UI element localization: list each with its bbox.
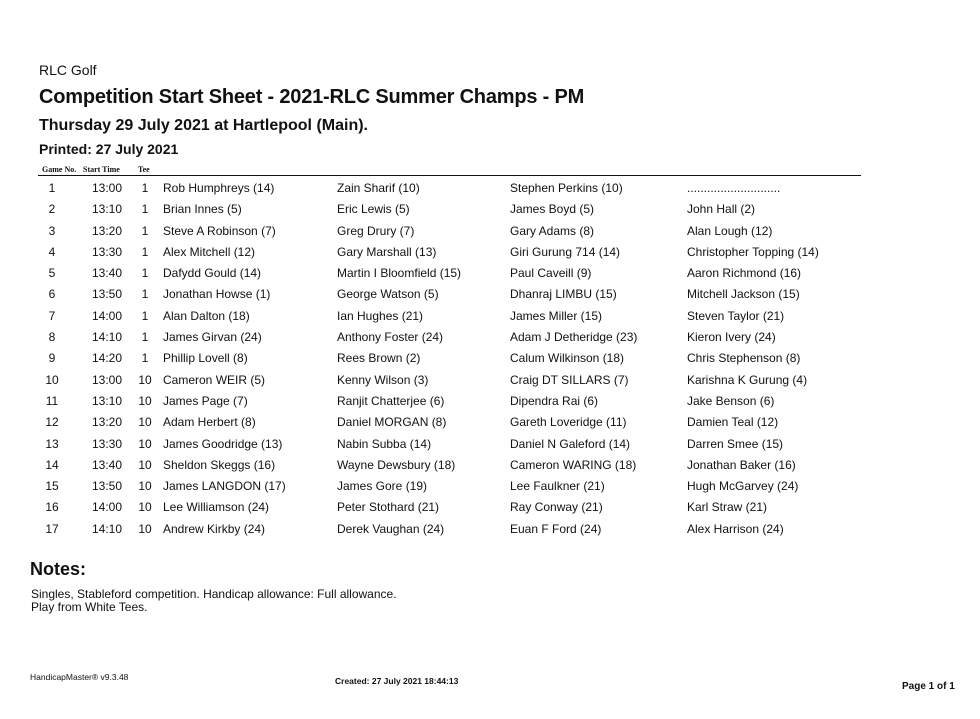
table-row [0,455,980,476]
player-3: Dipendra Rai (6) [510,393,599,408]
player-2: Daniel MORGAN (8) [337,415,447,430]
start-time: 14:00 [91,308,122,323]
notes-line-1: Singles, Stableford competition. Handicap allowance: Full allowance. [31,587,397,601]
table-row [0,348,980,369]
player-1: Lee Williamson (24) [163,500,270,515]
player-2: Rees Brown (2) [337,351,421,366]
table-row [0,199,980,220]
player-3: Giri Gurung 714 (14) [510,244,621,259]
game-number: 6 [48,287,56,302]
player-4: Karl Straw (21) [687,500,768,515]
game-number: 4 [48,244,56,259]
player-3: Gary Adams (8) [510,223,595,238]
game-number: 3 [48,223,56,238]
player-1: Andrew Kirkby (24) [163,521,266,536]
tee-number: 1 [141,202,149,217]
player-4: ............................ [687,181,781,195]
player-1: James Goodridge (13) [163,436,283,451]
start-time: 14:10 [91,521,122,536]
player-1: Dafydd Gould (14) [163,266,262,281]
player-1: Sheldon Skeggs (16) [163,457,276,472]
player-1: James Page (7) [163,393,248,408]
player-3: Euan F Ford (24) [510,521,602,536]
start-time: 13:20 [91,415,122,430]
player-4: Karishna K Gurung (4) [687,372,808,387]
player-2: Zain Sharif (10) [337,181,420,195]
tee-number: 1 [141,266,149,281]
table-row [0,412,980,433]
player-4: John Hall (2) [687,202,756,217]
start-time: 13:00 [91,372,122,387]
player-2: Kenny Wilson (3) [337,372,429,387]
table-row [0,327,980,348]
tee-number: 1 [141,223,149,238]
column-header-start-time: Start Time [83,165,120,174]
player-2: Derek Vaughan (24) [337,521,445,536]
player-4: Jonathan Baker (16) [687,457,796,472]
start-time: 13:50 [91,479,122,494]
table-row [0,263,980,284]
start-time: 13:20 [91,223,122,238]
table-row [0,370,980,391]
player-4: Christopher Topping (14) [687,244,819,259]
player-2: Greg Drury (7) [337,223,415,238]
start-time: 13:30 [91,244,122,259]
player-1: Cameron WEIR (5) [163,372,266,387]
game-number: 10 [45,372,59,387]
player-3: Calum Wilkinson (18) [510,351,625,366]
start-time: 14:20 [91,351,122,366]
created-timestamp: Created: 27 July 2021 18:44:13 [335,676,459,686]
start-time: 14:00 [91,500,122,515]
table-row [0,306,980,327]
game-number: 16 [45,500,59,515]
software-version: HandicapMaster® v9.3.48 [30,672,129,682]
org-name: RLC Golf [39,62,97,78]
player-3: James Boyd (5) [510,202,595,217]
column-header-tee: Tee [138,165,150,174]
table-row [0,221,980,242]
tee-number: 10 [138,393,152,408]
player-2: Peter Stothard (21) [337,500,440,515]
tee-number: 1 [141,244,149,259]
player-4: Alan Lough (12) [687,223,773,238]
player-2: Martin I Bloomfield (15) [337,266,462,281]
notes-line-2: Play from White Tees. [31,600,148,614]
player-3: Daniel N Galeford (14) [510,436,631,451]
page-number: Page 1 of 1 [902,681,955,692]
game-number: 7 [48,308,56,323]
game-number: 17 [45,521,59,536]
player-2: Anthony Foster (24) [337,330,444,345]
table-row [0,242,980,263]
table-row [0,178,980,199]
player-2: George Watson (5) [337,287,439,302]
game-number: 1 [48,181,56,195]
table-row [0,476,980,497]
notes-heading: Notes: [30,559,87,579]
player-1: Brian Innes (5) [163,202,242,217]
player-2: Ranjit Chatterjee (6) [337,393,445,408]
game-number: 2 [48,202,56,217]
player-2: Eric Lewis (5) [337,202,410,217]
start-time: 13:10 [91,393,122,408]
player-3: Gareth Loveridge (11) [510,415,627,430]
player-4: Hugh McGarvey (24) [687,479,799,494]
player-4: Chris Stephenson (8) [687,351,801,366]
player-1: Adam Herbert (8) [163,415,256,430]
tee-number: 10 [138,457,152,472]
player-3: Paul Caveill (9) [510,266,592,281]
table-row [0,519,980,540]
player-3: Cameron WARING (18) [510,457,637,472]
player-3: Adam J Detheridge (23) [510,330,638,345]
player-1: James LANGDON (17) [163,479,286,494]
tee-number: 1 [141,351,149,366]
game-number: 12 [45,415,59,430]
player-4: Kieron Ivery (24) [687,330,776,345]
event-date-venue: Thursday 29 July 2021 at Hartlepool (Main). [39,117,368,134]
start-sheet-table [0,178,980,540]
game-number: 9 [48,351,56,366]
player-1: Steve A Robinson (7) [163,223,276,238]
tee-number: 10 [138,479,152,494]
start-time: 13:10 [91,202,122,217]
tee-number: 10 [138,436,152,451]
column-header-game-no: Game No. [42,165,77,174]
tee-number: 1 [141,330,149,345]
start-time: 13:40 [91,266,122,281]
tee-number: 10 [138,500,152,515]
game-number: 5 [48,266,56,281]
player-1: Phillip Lovell (8) [163,351,248,366]
tee-number: 10 [138,415,152,430]
player-3: Lee Faulkner (21) [510,479,605,494]
player-2: James Gore (19) [337,479,428,494]
player-3: Ray Conway (21) [510,500,603,515]
player-3: Dhanraj LIMBU (15) [510,287,617,302]
tee-number: 10 [138,372,152,387]
start-time: 13:50 [91,287,122,302]
game-number: 15 [45,479,59,494]
player-4: Darren Smee (15) [687,436,784,451]
tee-number: 1 [141,181,149,195]
start-time: 13:30 [91,436,122,451]
start-time: 13:40 [91,457,122,472]
game-number: 11 [45,393,59,408]
header-divider [38,175,861,176]
start-time: 13:00 [91,181,122,195]
player-4: Mitchell Jackson (15) [687,287,800,302]
printed-date: Printed: 27 July 2021 [39,141,179,157]
table-row [0,497,980,518]
player-3: Craig DT SILLARS (7) [510,372,629,387]
player-2: Ian Hughes (21) [337,308,424,323]
tee-number: 1 [141,308,149,323]
player-4: Steven Taylor (21) [687,308,785,323]
player-1: Jonathan Howse (1) [163,287,271,302]
player-4: Jake Benson (6) [687,393,775,408]
player-1: James Girvan (24) [163,330,262,345]
player-1: Alex Mitchell (12) [163,244,256,259]
game-number: 14 [45,457,59,472]
game-number: 8 [48,330,56,345]
player-4: Damien Teal (12) [687,415,779,430]
table-row [0,391,980,412]
game-number: 13 [45,436,59,451]
page-title: Competition Start Sheet - 2021-RLC Summer Champs - PM [39,86,585,108]
player-2: Nabin Subba (14) [337,436,432,451]
player-4: Aaron Richmond (16) [687,266,802,281]
player-4: Alex Harrison (24) [687,521,784,536]
player-3: Stephen Perkins (10) [510,181,623,195]
player-1: Rob Humphreys (14) [163,181,275,195]
tee-number: 10 [138,521,152,536]
table-row [0,284,980,305]
player-2: Gary Marshall (13) [337,244,437,259]
start-time: 14:10 [91,330,122,345]
player-2: Wayne Dewsbury (18) [337,457,456,472]
player-1: Alan Dalton (18) [163,308,250,323]
table-row [0,434,980,455]
player-3: James Miller (15) [510,308,603,323]
tee-number: 1 [141,287,149,302]
